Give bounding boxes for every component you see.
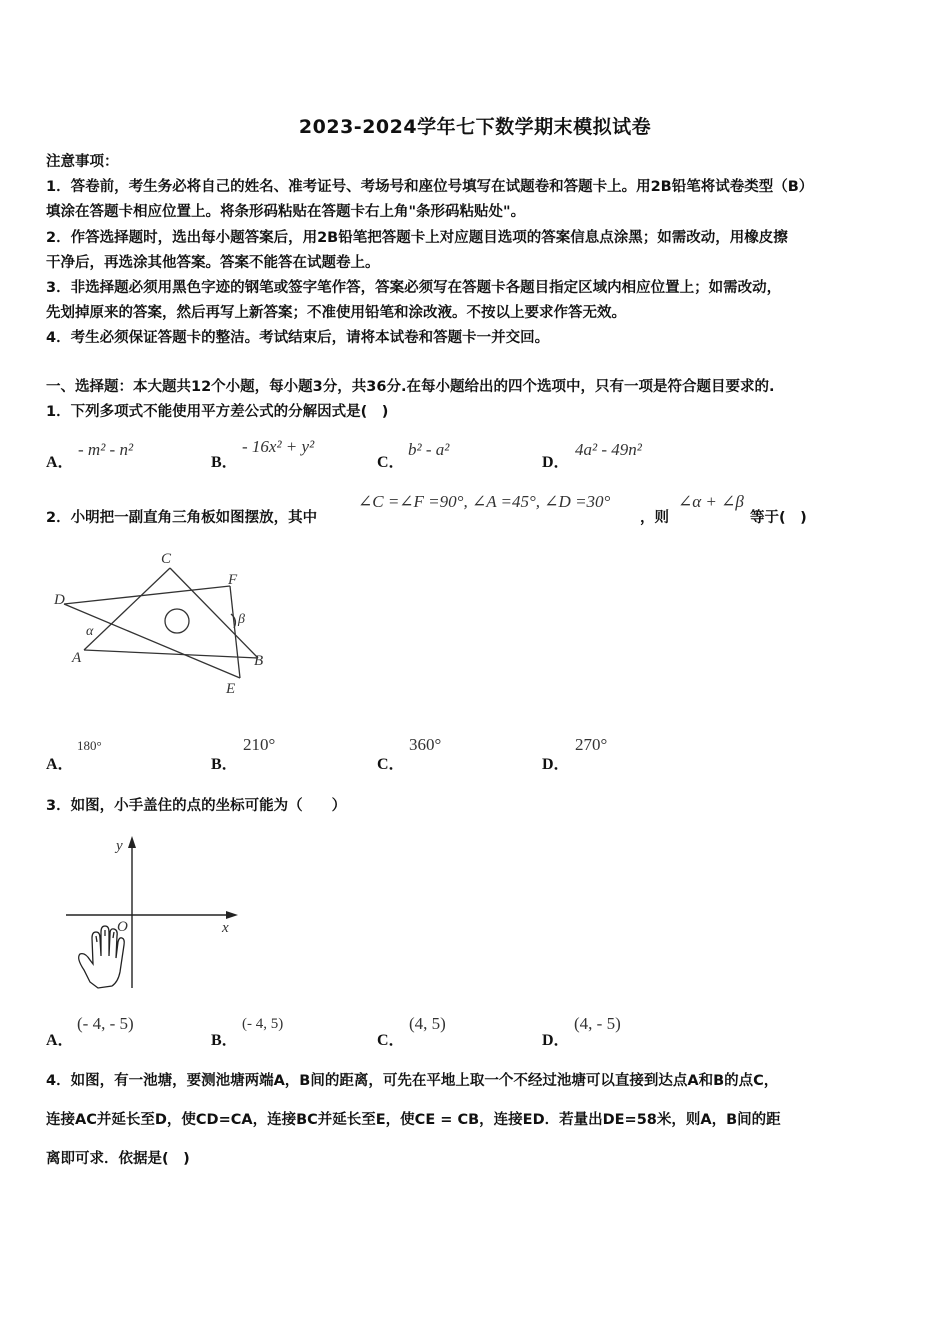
option-d-value: 270° — [575, 735, 608, 754]
notice-line: 填涂在答题卡相应位置上。将条形码粘贴在答题卡右上角"条形码粘贴处"。 — [46, 204, 526, 220]
triangle-figure — [48, 548, 278, 698]
option-label-c: C． — [377, 454, 405, 471]
option-b-value: (- 4, 5) — [242, 1016, 284, 1032]
edge-ac — [84, 568, 170, 650]
x-axis-arrow — [226, 911, 238, 919]
hand-icon — [79, 926, 125, 988]
coordinate-figure — [60, 832, 250, 997]
point-label-d: D — [54, 592, 65, 608]
option-c-value: b² - a² — [408, 440, 450, 459]
question-stem: 3．如图，小手盖住的点的坐标可能为（ ） — [46, 798, 347, 814]
notice-line: 4．考生必须保证答题卡的整洁。考试结束后，请将本试卷和答题卡一并交回。 — [46, 330, 550, 346]
angle-label-alpha: α — [86, 624, 94, 639]
origin-label: O — [117, 919, 128, 935]
point-label-e: E — [226, 681, 236, 697]
option-label-a: A． — [46, 1032, 74, 1049]
point-label-f: F — [228, 572, 238, 588]
point-label-a: A — [72, 650, 82, 666]
question-stem-line: 连接AC并延长至D，使CD=CA，连接BC并延长至E，使CE = CB，连接ED．若量出DE=58米，则A，B间的距 — [46, 1112, 781, 1128]
option-label-b: B． — [211, 756, 238, 773]
option-c-value: 360° — [409, 735, 442, 754]
option-a-value: 180° — [77, 738, 102, 753]
option-label-a: A． — [46, 454, 74, 471]
angle-condition: ∠C =∠F =90°, ∠A =45°, ∠D =30° — [358, 492, 611, 511]
edge-fe — [230, 586, 240, 678]
question-stem-end: 等于( ) — [750, 510, 807, 526]
option-label-b: B． — [211, 1032, 238, 1049]
option-label-b: B． — [211, 454, 238, 471]
y-axis-label: y — [116, 838, 123, 854]
edge-df — [64, 586, 230, 604]
page-title: 2023-2024学年七下数学期末模拟试卷 — [298, 116, 652, 138]
option-d-value: 4a² - 49n² — [575, 440, 642, 459]
notice-heading: 注意事项： — [46, 154, 119, 170]
option-a-value: - m² - n² — [78, 440, 134, 459]
option-label-d: D． — [542, 756, 570, 773]
question-stem-line: 离即可求．依据是( ) — [46, 1151, 190, 1167]
triangle-hole — [165, 609, 189, 633]
option-label-d: D． — [542, 454, 570, 471]
x-axis-label: x — [222, 920, 229, 936]
section-heading: 一、选择题：本大题共12个小题，每小题3分，共36分.在每小题给出的四个选项中，只有一项是符合题目要求的. — [46, 379, 775, 395]
option-d-value: (4, - 5) — [574, 1014, 621, 1033]
question-stem: 2．小明把一副直角三角板如图摆放，其中 — [46, 510, 318, 526]
angle-label-beta: β — [238, 612, 245, 627]
option-label-c: C． — [377, 1032, 405, 1049]
notice-line: 干净后，再选涂其他答案。答案不能答在试题卷上。 — [46, 255, 380, 271]
option-c-value: (4, 5) — [409, 1014, 446, 1033]
option-label-c: C． — [377, 756, 405, 773]
y-axis-arrow — [128, 836, 136, 848]
question-stem-line: 4．如图，有一池塘，要测池塘两端A，B间的距离，可先在平地上取一个不经过池塘可以直接到达点A和B的点C， — [46, 1073, 779, 1089]
option-b-value: - 16x² + y² — [242, 437, 315, 456]
option-label-a: A． — [46, 756, 74, 773]
question-stem-mid: ，则 — [640, 510, 669, 526]
option-a-value: (- 4, - 5) — [77, 1014, 134, 1033]
notice-line: 先划掉原来的答案，然后再写上新答案；不准使用铅笔和涂改液。不按以上要求作答无效。 — [46, 305, 626, 321]
option-b-value: 210° — [243, 735, 276, 754]
notice-line: 1．答卷前，考生务必将自己的姓名、准考证号、考场号和座位号填写在试题卷和答题卡上。用2B铅笔将试卷类型（B） — [46, 179, 814, 195]
notice-line: 3．非选择题必须用黑色字迹的钢笔或签字笔作答，答案必须写在答题卡各题目指定区域内相应位置上；如需改动， — [46, 280, 782, 296]
option-label-d: D． — [542, 1032, 570, 1049]
edge-ab — [84, 650, 258, 658]
point-label-b: B — [254, 653, 264, 669]
edge-de — [64, 604, 240, 678]
point-label-c: C — [161, 551, 172, 567]
angle-expression: ∠α + ∠β — [678, 492, 744, 511]
question-stem: 1．下列多项式不能使用平方差公式的分解因式是( ) — [46, 404, 389, 420]
notice-line: 2．作答选择题时，选出每小题答案后，用2B铅笔把答题卡上对应题目选项的答案信息点涂黑；如需改动，用橡皮擦 — [46, 230, 788, 246]
